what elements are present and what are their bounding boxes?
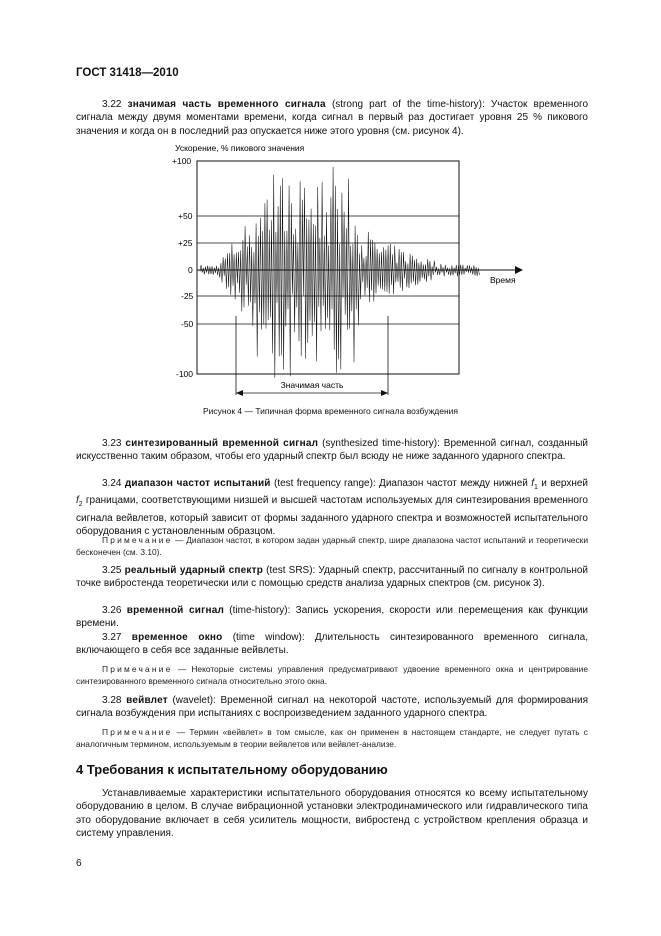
note-text: — Диапазон частот, в котором задан ударный спектр, шире диапазона частот испытаний и теоретически бесконечен (см. 3.10).	[76, 535, 588, 557]
clause-text: (strong part of the time-history): Участок временного сигнала между двумя моментами времени, когда сигнал в первый раз достигает уровня 25 % пикового значения и когда он в последний раз опускается ниже этого уровня (см. рисунок 4).	[76, 99, 589, 137]
paragraph-text: Устанавливаемые характеристики испытательного оборудования относятся ко всему испытательному оборудованию в целом. В случае вибрационной установки электродинамического или гидравлического типа это оборудование включает в себя усилитель мощности, вибростенд с устройством крепления образца и систему управления.	[76, 788, 588, 839]
clause-text: (time window): Длительность синтезированного временного сигнала, включающего в себя все заданные вейвлеты.	[76, 632, 588, 657]
clause-3-27	[76, 631, 588, 658]
clause-term: диапазон частот испытаний	[124, 478, 271, 489]
clause-text-part: и верхней	[537, 478, 589, 489]
note-3-27	[76, 663, 588, 687]
x-axis-label: Время	[490, 275, 516, 285]
clause-text-part: (test frequency range): Диапазон частот между нижней	[270, 478, 532, 489]
note-text: — Некоторые системы управления предусматривают удвоение временного окна и центрирование синтезированного временного сигнала относительно этого окна.	[76, 664, 588, 686]
symbol-f1: f	[531, 478, 534, 489]
clause-number: 3.28	[102, 695, 122, 706]
clause-3-22	[76, 98, 588, 138]
clause-3-24	[76, 477, 588, 538]
clause-number: 3.22	[102, 99, 122, 110]
clause-3-23	[76, 437, 588, 464]
clause-number: 3.26	[102, 605, 122, 616]
page-number: 6	[76, 858, 82, 869]
symbol-f2: f	[76, 495, 79, 507]
strong-part-label: Значимая часть	[280, 380, 344, 390]
tick-label-minus50: -50	[181, 319, 194, 329]
tick-label-plus25: +25	[178, 238, 193, 248]
clause-text: (wavelet): Временной сигнал на некоторой частоте, используемый для формирования сигнала возбуждения при испытаниях с воспроизведением заданного ударного спектра.	[76, 695, 588, 720]
tick-label-plus50: +50	[178, 211, 193, 221]
clause-term: временное окно	[131, 632, 223, 643]
symbol-f1-subscript: 1	[533, 484, 538, 491]
y-axis-label: Ускорение, % пикового значения	[175, 143, 305, 153]
signal-trace	[200, 167, 479, 378]
note-3-24	[76, 534, 588, 558]
time-axis-arrow	[515, 266, 523, 274]
figure-caption: Рисунок 4 — Типичная форма временного сигнала возбуждения	[202, 406, 458, 416]
clause-3-26	[76, 604, 588, 631]
clause-3-25	[76, 564, 588, 591]
clause-text-part: границами, соответствующими низшей и высшей частотам используемых для синтезирования временного сигнала вейвлетов, который зависит от формы заданного ударного спектра и возможностей испытательного оборудования с установленным образцом.	[76, 495, 588, 537]
note-label: Примечание	[102, 535, 173, 545]
clause-3-28	[76, 694, 588, 721]
dimension-arrow-left	[236, 390, 243, 396]
clause-term: временной сигнал	[126, 605, 225, 616]
clause-term: значимая часть временного сигнала	[127, 99, 326, 110]
tick-label-minus100: -100	[176, 369, 194, 379]
section-4-paragraph	[76, 787, 588, 840]
clause-number: 3.24	[102, 478, 122, 489]
clause-term: вейвлет	[126, 695, 168, 706]
clause-number: 3.27	[102, 632, 122, 643]
clause-term: реальный ударный спектр	[124, 565, 264, 576]
note-text: — Термин «вейвлет» в том смысле, как он применен в настоящем стандарте, не следует путать с аналогичным термином, используемым в теории вейвлетов или вейвлет-анализе.	[76, 727, 588, 749]
section-title: 4 Требования к испытательному оборудованию	[76, 762, 388, 777]
note-label: Примечание	[102, 664, 173, 674]
figure-4-time-history	[150, 140, 530, 402]
clause-text: (test SRS): Ударный спектр, рассчитанный по сигналу в контрольной точке вибростенда теоретически или с помощью средств анализа ударных спектров (см. рисунок 3).	[76, 565, 588, 590]
clause-number: 3.23	[102, 438, 122, 449]
clause-number: 3.25	[102, 565, 122, 576]
symbol-f2-subscript: 2	[78, 501, 83, 509]
dimension-arrow-right	[381, 390, 388, 396]
clause-text: (synthesized time-history): Временной сигнал, созданный искусственно таким образом, чтобы его ударный спектр был всюду не ниже заданного ударного спектра.	[76, 438, 589, 463]
tick-label-zero: 0	[188, 265, 193, 275]
note-label: Примечание	[102, 727, 173, 737]
clause-text: (time-history): Запись ускорения, скорости или перемещения как функции времени.	[76, 605, 588, 630]
tick-label-minus25: -25	[181, 291, 194, 301]
signal-waveform	[200, 167, 479, 378]
clause-term: синтезированный временной сигнал	[125, 438, 319, 449]
tick-label-plus100: +100	[172, 156, 192, 166]
note-3-28	[76, 726, 588, 750]
document-header: ГОСТ 31418—2010	[76, 67, 179, 79]
